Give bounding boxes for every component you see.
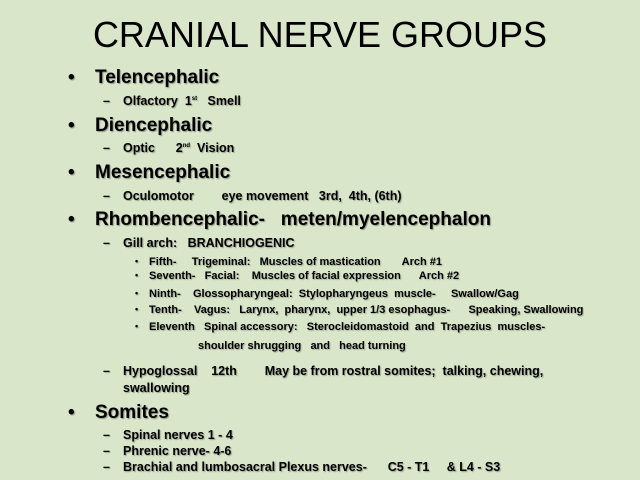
slide: CRANIAL NERVE GROUPS • Telencephalic – Olfactory 1st Smell • Diencephalic – Optic 2nd Vision • Mesencephalic – Oculomotor eye movement 3rd, 4th, (6th) • Rhombencephalic- meten/myelencephalon – Gill arch: BRANCHIOGENIC • Fifth- Trigeminal: Muscles of mastication Arch #1 • Seventh- Facial: Muscles of facial expression Arch #2 • Ninth- Glossopharyngeal: Stylopharyngeus muscle- Swallow/Gag • Tenth- Vagus: Larynx, pharynx, upper 1/3 esophagus- Speaking, Swallowing • Eleventh Spinal accessory: Sterocleidomastoid and Trapezius muscles- shoulder shrugging and head turning – Hypoglossal 12th May be from rostral somites; talking, chewing, swallowing • Somites – Spinal nerves 1 - 4 – Phrenic nerve- 4-6 – Brachial and lumbosacral Plexus nerves- C5 - T1 & L4 - S3: [0, 0, 640, 480]
bullet-icon: •: [135, 288, 139, 298]
dash-icon: –: [103, 460, 110, 474]
bullet-icon: •: [135, 321, 139, 331]
dash-icon: –: [103, 141, 110, 155]
dash-icon: –: [103, 236, 110, 250]
dash-icon: –: [103, 428, 110, 442]
bullet-icon: •: [135, 256, 139, 266]
bullet-icon: •: [135, 304, 139, 314]
list-item-eleventh-cont: shoulder shrugging and head turning: [198, 340, 406, 352]
dash-icon: –: [103, 94, 110, 108]
bullet-icon: •: [68, 162, 75, 183]
bullet-icon: •: [68, 115, 75, 136]
dash-icon: –: [103, 364, 110, 378]
bullet-icon: •: [68, 209, 75, 230]
slide-title: CRANIAL NERVE GROUPS: [92, 14, 548, 55]
bullet-icon: •: [68, 402, 75, 423]
dash-icon: –: [103, 189, 110, 203]
bullet-icon: •: [68, 67, 75, 88]
dash-icon: –: [103, 444, 110, 458]
bullet-icon: •: [135, 270, 139, 280]
